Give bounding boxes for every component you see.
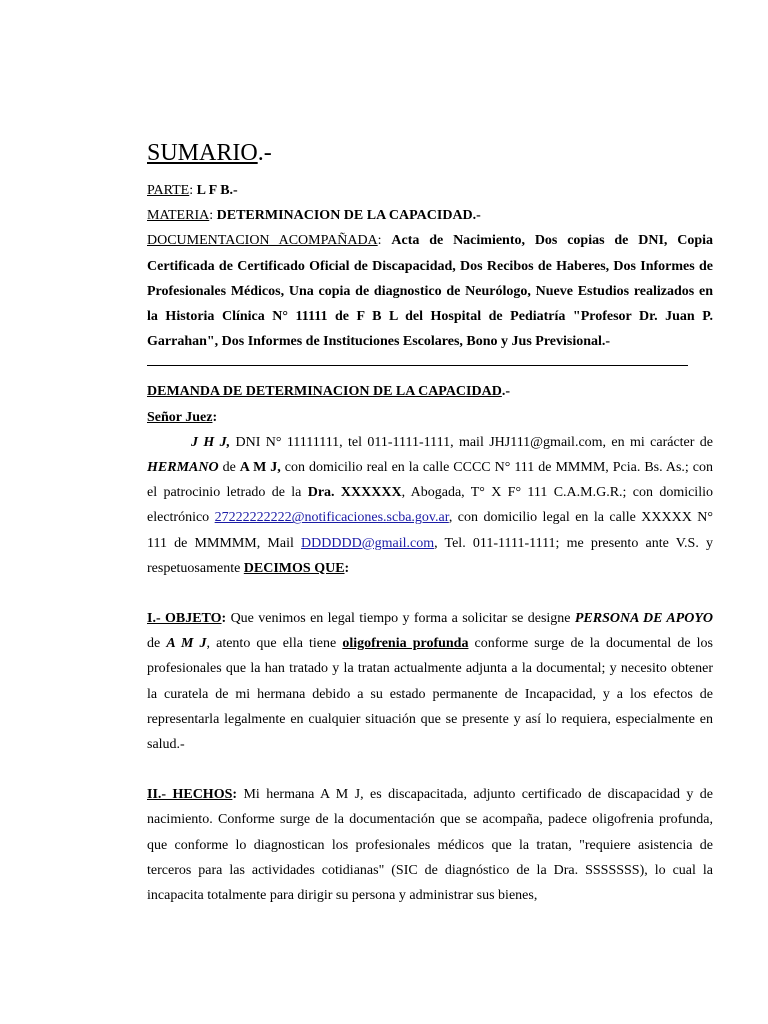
applicant-name: J H J, <box>191 434 231 450</box>
intro-text-1: DNI N° 11111111, tel 011-1111-1111, mail JHJ111@gmail.com, en mi carácter de <box>230 434 713 450</box>
hechos-heading: II.- HECHOS <box>147 787 233 803</box>
email-link[interactable]: DDDDDD@gmail.com <box>301 535 435 551</box>
demanda-suffix: .- <box>501 384 510 400</box>
objeto-text-1: Que venimos en legal tiempo y forma a solicitar se designe <box>226 611 575 627</box>
sumario-suffix: .- <box>257 140 272 166</box>
objeto-amj: A M J <box>166 636 207 652</box>
separator-line <box>147 365 688 366</box>
materia-line: MATERIA: DETERMINACION DE LA CAPACIDAD.- <box>147 208 481 224</box>
objeto-colon: : <box>221 611 227 627</box>
parte-value: L F B.- <box>196 183 238 198</box>
objeto-text-3: , atento que ella tiene <box>206 636 343 652</box>
dra-name: Dra. XXXXXX <box>307 485 402 501</box>
hechos-text: Mi hermana A M J, es discapacitada, adjunto certificado de discapacidad y de nacimiento. Conforme surge de la documentación que se acompaña, padece oligofrenia profunda, que conforme lo diagnostican los profesionales médicos que la tratan, "requiere asistencia de terceros para las actividades cotidianas" (SIC de diagnóstico de la Dra. SSSSSSS), lo cual la incapacita totalmente para dirigir su persona y administrar sus bienes, <box>147 787 713 904</box>
salutation-colon: : <box>212 409 218 425</box>
salutation <box>147 405 713 430</box>
oligofrenia-text: oligofrenia profunda <box>342 636 469 652</box>
decimos-que: DECIMOS QUE <box>243 560 345 576</box>
intro-text-3: con domicilio real en la calle CCCC N° 111 de MMMM, Pcia. Bs. As.; con el patrocinio letrado de la <box>147 460 713 501</box>
intro-text-2: de <box>218 460 240 476</box>
hechos-paragraph <box>147 782 713 908</box>
document-body <box>147 138 713 908</box>
documentacion-label: DOCUMENTACION ACOMPAÑADA <box>147 233 378 249</box>
intro-text-5: , con domicilio legal en la calle XXXXX N° 111 de MMMMM, Mail <box>147 510 713 551</box>
spacer <box>147 581 713 606</box>
objeto-paragraph <box>147 606 713 757</box>
electronic-domicile-link[interactable]: 27222222222@notificaciones.scba.gov.ar <box>214 510 449 526</box>
documentacion-paragraph: DOCUMENTACION ACOMPAÑADA: Acta de Nacimiento, Dos copias de DNI, Copia Certificada de Certificado Oficial de Discapacidad, Dos Recibos de Haberes, Dos Informes de Profesionales Médicos, Una copia de diagnostico de Neurólogo, Nueve Estudios realizados en la Historia Clínica N° 11111 de F B L del Hospital de Pediatría "Profesor Dr. Juan P. Garrahan", Dos Informes de Instituciones Escolares, Bono y Jus Previsional.- <box>147 233 714 350</box>
materia-value: DETERMINACION DE LA CAPACIDAD.- <box>216 208 481 224</box>
documentacion-value: Acta de Nacimiento, Dos copias de DNI, Copia Certificada de Certificado Oficial de Discapacidad, Dos Recibos de Haberes, Dos Informes de Profesionales Médicos, Una copia de diagnostico de Neurólogo, Nueve Estudios realizados en la Historia Clínica N° 11111 de F B L del Hospital de Pediatría "Profesor Dr. Juan P. Garrahan", Dos Informes de Instituciones Escolares, Bono y Jus Previsional.- <box>147 233 714 350</box>
spacer <box>147 757 713 782</box>
persona-de-apoyo: PERSONA DE APOYO <box>574 611 714 627</box>
objeto-text-4: conforme surge de la documental de los profesionales que la han tratado y la tratan actualmente adjunta a la documental; y necesito obtener la curatela de mi hermana debido a su estado permanente de Incapacidad, y a los efectos de representarla legalmente en cualquier situación que se presente y así lo requiera, especialmente en salud.- <box>147 636 713 753</box>
demanda-heading <box>147 379 713 404</box>
hechos-colon: : <box>232 787 238 803</box>
parte-line: PARTE: L F B.- <box>147 183 238 198</box>
objeto-text-2: de <box>147 636 167 652</box>
decimos-colon: : <box>344 560 350 576</box>
sumario-heading <box>147 138 713 168</box>
amj-name: A M J, <box>239 460 281 476</box>
hermano-text: HERMANO <box>147 460 219 476</box>
materia-label: MATERIA <box>147 208 210 224</box>
salutation-text: Señor Juez <box>147 409 213 425</box>
parte-label: PARTE <box>147 183 190 198</box>
demanda-title: DEMANDA DE DETERMINACION DE LA CAPACIDAD <box>147 384 502 400</box>
intro-text-4: , Abogada, T° X F° 111 C.A.M.G.R.; con domicilio electrónico <box>147 485 713 526</box>
objeto-heading: I.- OBJETO <box>147 611 222 627</box>
intro-paragraph <box>147 430 713 581</box>
sumario-title: SUMARIO <box>147 140 258 166</box>
intro-text-6: , Tel. 011-1111-1111; me presento ante V.S. y respetuosamente <box>147 535 713 576</box>
